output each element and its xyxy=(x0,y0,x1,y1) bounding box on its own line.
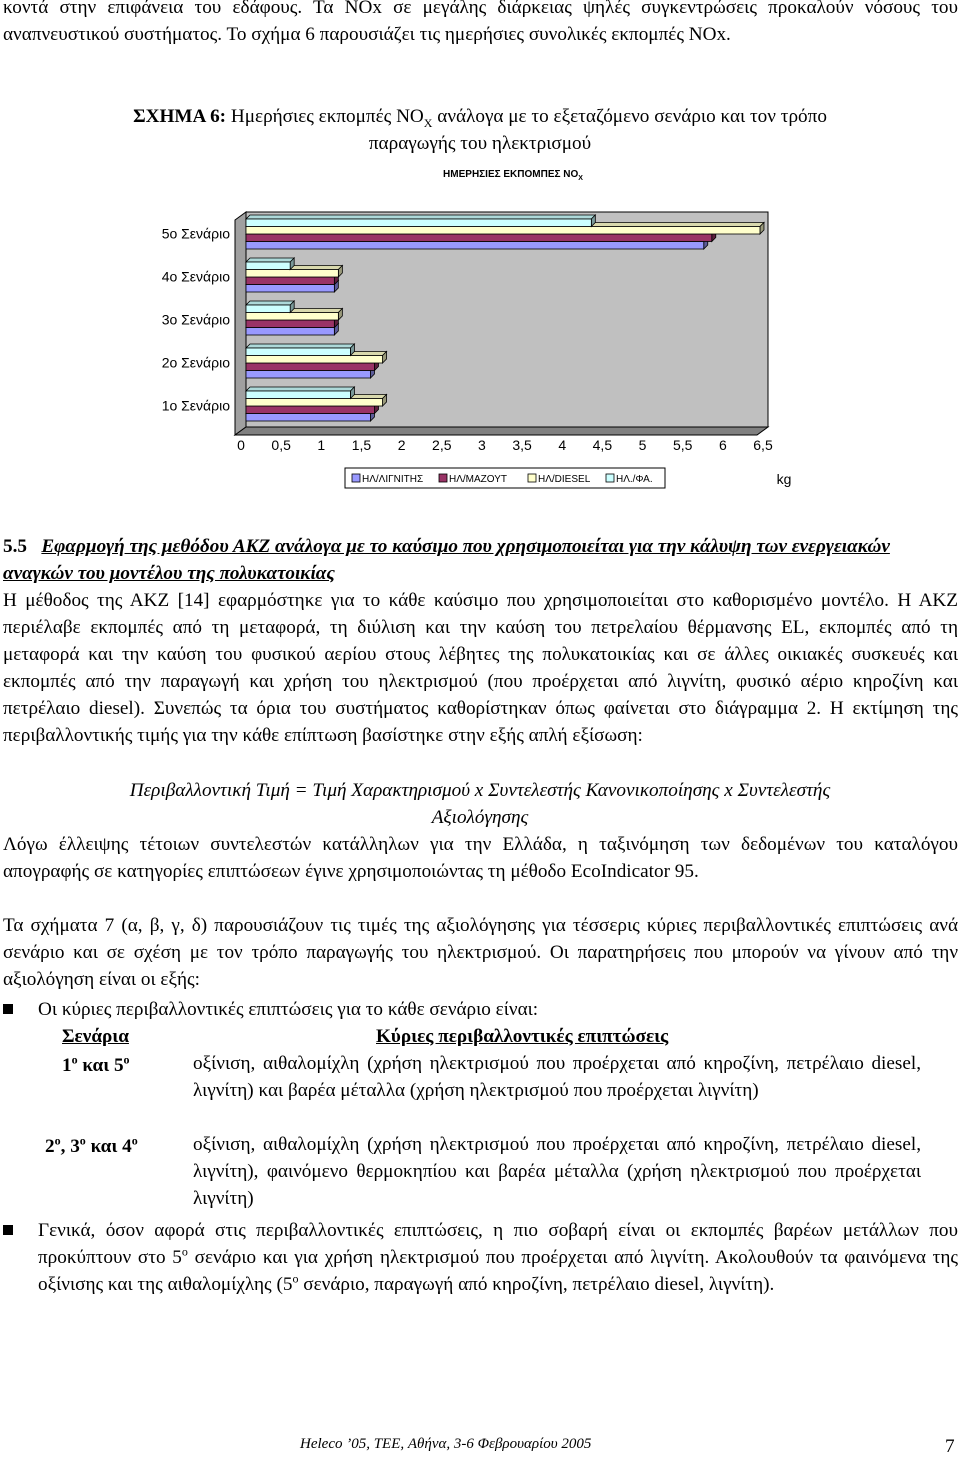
bar xyxy=(246,215,595,227)
chart-floor xyxy=(235,427,768,435)
bar xyxy=(246,387,354,399)
category-label: 5ο Σενάριο xyxy=(161,225,230,242)
section-title: Εφαρμογή της μεθόδου ΑΚΖ ανάλογα με το καύσιμο που χρησιμοποιείται για την κάλυψη των ενεργειακών αναγκών του μοντέλου της πολυκατοικίας xyxy=(3,536,890,584)
section-number: 5.5 xyxy=(3,536,27,557)
figure-caption-text-b: ανάλογα με το εξεταζόμενο σενάριο και τον τρόπο xyxy=(432,106,827,127)
x-tick-label: 3,5 xyxy=(512,437,532,453)
nox-chart xyxy=(0,0,960,500)
paragraph-lca-method: Η μέθοδος της ΑΚΖ [14] εφαρμόστηκε για το κάθε καύσιμο που χρησιμοποιείται στο καθορισμένο μοντέλο. Η ΑΚΖ περιέλαβε εκπομπές από τη μεταφορά, τη διύλιση και την καύση του πετρελαίου θέρμανσης EL, εκπομπές από τη μεταφορά και την καύση του φυσικού αερίου στους λέβητες της πολυκατοικίας και σε άλλες οικιακές συσκευές και εκπομπές από την παραγωγή και χρήση του ηλεκτρισμού (που προέρχεται από λιγνίτη, φυσικό αέριο κηροζίνη και πετρέλαιο diesel). Συνεπώς τα όρια του συστήματος καθορίστηκαν όπως φαίνεται στο διάγραμμα 2. Η εκτίμηση της περιβαλλοντικής τιμής για την κάθε επίπτωση βασίστηκε στην εξής απλή εξίσωση: xyxy=(3,590,958,746)
bar xyxy=(246,301,294,313)
legend-label: ΗΛ/ΛΙΓΝΙΤΗΣ xyxy=(362,474,424,485)
figure-caption-label: ΣΧΗΜΑ 6: xyxy=(133,106,227,127)
category-label: 1ο Σενάριο xyxy=(161,397,230,414)
page-number: 7 xyxy=(945,1436,955,1457)
x-tick-label: 6 xyxy=(718,437,727,453)
x-tick-label: 1,5 xyxy=(351,437,372,453)
legend-label: ΗΛ/ΜΑΖΟΥΤ xyxy=(449,474,508,485)
impacts-col-header: Κύριες περιβαλλοντικές επιπτώσεις xyxy=(376,1026,669,1047)
paragraph-ecoindicator: Λόγω έλλειψης τέτοιων συντελεστών κατάλληλων για την Ελλάδα, η ταξινόμηση των δεδομένων του καταλόγου απογραφής σε κατηγορίες επιπτώσεων έγινε χρησιμοποιώντας τη μέθοδο EcoIndicator 95. xyxy=(3,834,958,882)
scenario-col-header: Σενάρια xyxy=(62,1026,129,1047)
figure-caption-line2: παραγωγής του ηλεκτρισμού xyxy=(368,133,592,154)
x-tick-label: 2,5 xyxy=(432,437,452,453)
formula-line1: Περιβαλλοντική Τιμή = Τιμή Χαρακτηρισμού x Συντελεστής Κανονικοποίησης x Συντελεστής xyxy=(129,780,831,801)
bar xyxy=(246,258,294,270)
paragraph-figures-7: Τα σχήματα 7 (α, β, γ, δ) παρουσιάζουν τις τιμές της αξιολόγησης για τέσσερις κύριες περιβαλλοντικές επιπτώσεις ανά σενάριο και σε σχέση με τον τρόπο παραγωγής του ηλεκτρισμού. Οι παρατηρήσεις που μπορούν να γίνουν από την αξιολόγηση είναι οι εξής: xyxy=(3,915,958,990)
scenario-row1-text: οξίνιση, αιθαλομίχλη (χρήση ηλεκτρισμού που προέρχεται από κηροζίνη, πετρέλαιο diesel, λιγνίτη) και βαρέα μέταλλα (χρήση ηλεκτρισμού που προέρχεται λιγνίτη) xyxy=(193,1053,921,1101)
x-tick-label: 6,5 xyxy=(753,437,773,453)
x-tick-label: 3 xyxy=(478,437,486,453)
bullet-square-icon xyxy=(3,1004,13,1014)
x-tick-label: 4 xyxy=(558,437,567,453)
x-tick-label: 2 xyxy=(397,437,406,453)
figure-caption-text-a: Ημερήσιες εκπομπές ΝΟ xyxy=(226,106,424,127)
scenario-row2-label: $2^o$, $3^o$ και $4^o$ xyxy=(45,1133,138,1157)
x-axis-label: kg xyxy=(776,471,792,487)
scenario-row2-text: οξίνιση, αιθαλομίχλη (χρήση ηλεκτρισμού που προέρχεται από κηροζίνη, πετρέλαιο diesel, λιγνίτη), φαινόμενο θερμοκηπίου και βαρέα μέταλλα (χρήση ηλεκτρισμού που προέρχεται λιγνίτη) xyxy=(193,1134,921,1209)
bullet-main-impacts: Οι κύριες περιβαλλοντικές επιπτώσεις για το κάθε σενάριο είναι: xyxy=(38,999,539,1020)
legend-label: ΗΛ./ΦΑ. xyxy=(616,474,653,485)
nox-chart-svg xyxy=(0,0,960,500)
legend-swatch xyxy=(528,474,536,482)
legend-swatch xyxy=(606,474,614,482)
x-tick-label: 5 xyxy=(638,437,647,453)
bullet-square-icon xyxy=(3,1225,13,1235)
category-label: 4ο Σενάριο xyxy=(161,268,230,285)
x-tick-label: 0,5 xyxy=(271,437,291,453)
category-label: 3ο Σενάριο xyxy=(161,311,230,328)
x-tick-label: 1 xyxy=(317,437,326,453)
scenario-row1-label: $1^o$ και $5^o$ xyxy=(62,1052,130,1076)
bullet-heavy-metals: Γενικά, όσον αφορά στις περιβαλλοντικές επιπτώσεις, η πιο σοβαρή είναι οι εκπομπές βαρέων μετάλλων που προκύπτουν στο $5^o$ σενάριο και για χρήση ηλεκτρισμού που προέρχεται από λιγνίτη. Ακολουθούν τα φαινόμενα της οξίνισης και της αιθαλομίχλης ($5^o$ σενάριο, παραγωγή από κηροζίνη, πετρέλαιο diesel, λιγνίτη). xyxy=(38,1220,958,1295)
intro-paragraph: κοντά στην επιφάνεια του εδάφους. Τα NOx σε μεγάλης διάρκειας ψηλές συγκεντρώσεις προκαλούν νόσους του αναπνευστικού συστήματος. Το σχήμα 6 παρουσιάζει τις ημερήσιες συνολικές εκπομπές NOx. xyxy=(3,0,958,45)
legend-swatch xyxy=(439,474,447,482)
section-heading xyxy=(3,533,958,587)
chart-side-wall xyxy=(235,212,246,435)
chart-title: ΗΜΕΡΗΣΙΕΣ ΕΚΠΟΜΠΕΣ $NO_X$ xyxy=(443,169,583,182)
page-footer: Heleco ’05, TEE, Αθήνα, 3-6 Φεβρουαρίου 2005 xyxy=(300,1436,592,1452)
figure-caption-sub: X xyxy=(423,115,433,130)
x-tick-label: 0 xyxy=(237,437,245,453)
formula-line2: Αξιολόγησης xyxy=(431,807,529,828)
x-tick-label: 5,5 xyxy=(672,437,693,453)
x-tick-label: 4,5 xyxy=(592,437,613,453)
legend-swatch xyxy=(352,474,360,482)
category-label: 2ο Σενάριο xyxy=(161,354,230,371)
formula xyxy=(0,777,960,831)
bar xyxy=(246,344,354,356)
legend-label: ΗΛ/DIESEL xyxy=(538,474,591,485)
